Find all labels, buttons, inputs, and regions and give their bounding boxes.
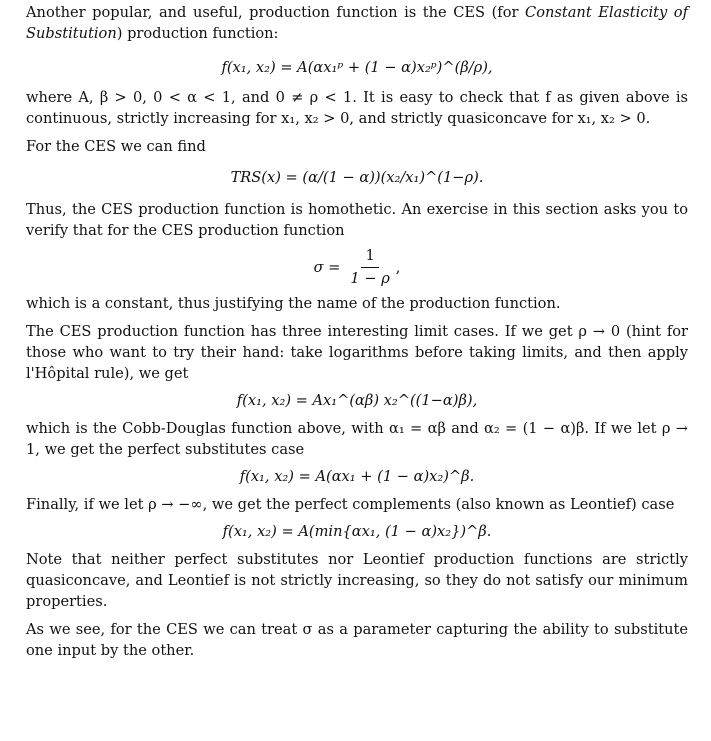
paragraph-not-quasiconcave: Note that neither perfect substitutes nor Leontief production functions are strictly quasiconcave, and Leontief is not strictly increasing, so they do not satisfy our minimum properties. (26, 551, 688, 610)
paragraph-ces-conditions: where A, β > 0, 0 < α < 1, and 0 ≠ ρ < 1. It is easy to check that f as given above is continuous, strictly increasing for x₁, x₂ > 0, and strictly quasiconcave for x₁, x₂ > 0. (26, 89, 688, 127)
equation-trs: TRS(x) = (α/(1 − α))(x₂/x₁)^(1−ρ). (230, 169, 484, 186)
intro-text-end: ) production function: (116, 25, 279, 42)
equation-leontief: f(x₁, x₂) = A(min{αx₁, (1 − α)x₂})^β. (222, 523, 492, 540)
paragraph-sigma-parameter: As we see, for the CES we can treat σ as a parameter capturing the ability to substitute one input by the other. (26, 621, 688, 659)
paragraph-cobb-douglas: which is the Cobb-Douglas function above, with α₁ = αβ and α₂ = (1 − α)β. If we let ρ → 1, we get the perfect substitutes case (26, 420, 688, 458)
paragraph-leontief-intro: Finally, if we let ρ → −∞, we get the perfect complements (also known as Leontief) case (26, 496, 675, 513)
paragraph-ces-find: For the CES we can find (26, 138, 206, 155)
sigma-tail: , (395, 258, 401, 276)
intro-italic-term: Constant Elasticity of Substitution (26, 4, 688, 42)
paragraph-ces-intro (26, 2, 688, 44)
sigma-numerator: 1 (361, 246, 378, 268)
sigma-fraction-row (26, 241, 688, 293)
sigma-fraction (346, 246, 393, 289)
sigma-denominator: 1 − ρ (350, 269, 390, 287)
equation-cobb-douglas: f(x₁, x₂) = Ax₁^(αβ) x₂^((1−α)β), (236, 392, 478, 409)
paragraph-constant: which is a constant, thus justifying the name of the production function. (26, 295, 561, 312)
intro-text-start: Another popular, and useful, production function is the CES (for (26, 4, 526, 21)
document-page (26, 2, 688, 661)
equation-perfect-substitutes: f(x₁, x₂) = A(αx₁ + (1 − α)x₂)^β. (239, 468, 475, 485)
equation-sigma (26, 241, 688, 293)
paragraph-limit-cases: The CES production function has three interesting limit cases. If we get ρ → 0 (hint for those who want to try their hand: take logarithms before taking limits, and then apply l'Hôpital rule), we get (26, 323, 688, 382)
sigma-lhs: σ = (313, 258, 341, 276)
equation-ces: f(x₁, x₂) = A(αx₁ᵖ + (1 − α)x₂ᵖ)^(β/ρ), (221, 59, 493, 76)
paragraph-homothetic: Thus, the CES production function is homothetic. An exercise in this section asks you to verify that for the CES production function (26, 201, 688, 239)
